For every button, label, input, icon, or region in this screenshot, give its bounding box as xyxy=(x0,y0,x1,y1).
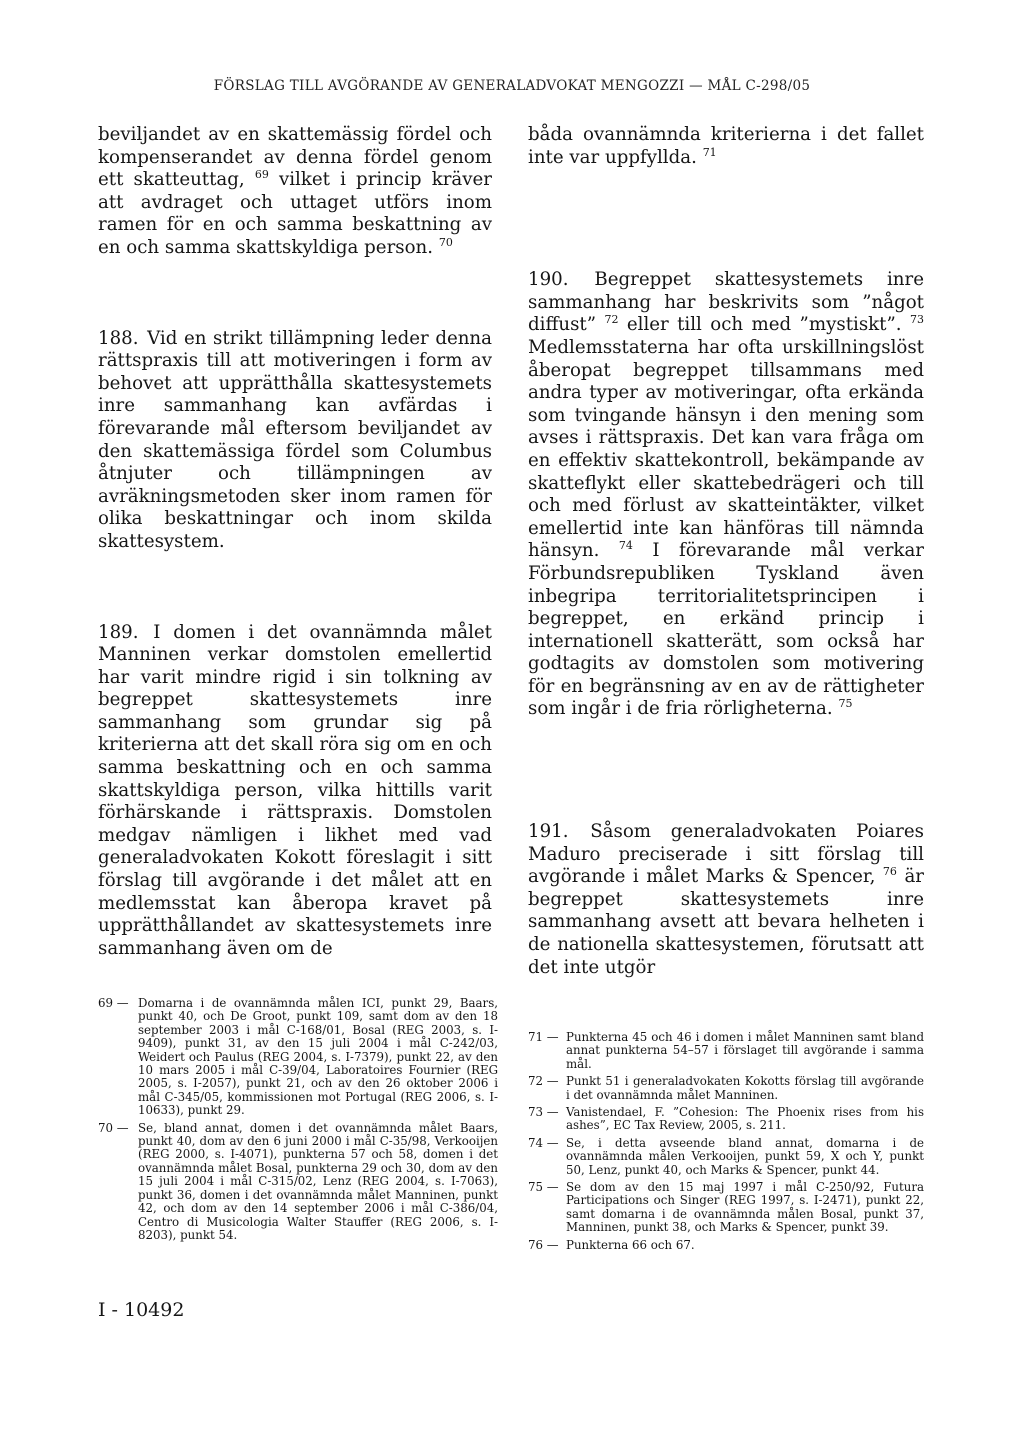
footnote-ref-75[interactable]: 75 xyxy=(838,697,853,711)
footnote-text: Vanistendael, F. ”Cohesion: The Phoenix rises from his ashes”, EC Tax Review, 2005, s. 211. xyxy=(566,1105,924,1133)
footnote-text: Domarna i de ovannämnda målen ICI, punkt 29, Baars, punkt 40, och De Groot, punkt 109, samt dom av den 18 september 2003 i mål C-168/01, Bosal (REG 2003, s. I-9409), punkt 31, av den 15 juli 2004 i mål C-242/03, Weidert och Paulus (REG 2004, s. I-7379), punkt 22, av den 10 mars 2005 i mål C-39/04, Laboratoires Fournier (REG 2005, s. I-2057), punkt 21, och av den 26 oktober 2006 i mål C-345/05, kommissionen mot Portugal (REG 2006, s. I-10633), punkt 29. xyxy=(138,996,498,1118)
footnote-74 xyxy=(528,1137,924,1177)
paragraph-number: 189. xyxy=(98,621,139,643)
footnote-70 xyxy=(98,1122,498,1243)
footnote-text: Se dom av den 15 maj 1997 i mål C-250/92, Futura Participations och Singer (REG 1997, s. I-2471), punkt 22, samt domarna i de ovannämnda målen Bosal, punkt 37, Manninen, punkt 38, och Marks & Spencer, punkt 39. xyxy=(566,1180,924,1235)
footnote-76 xyxy=(528,1239,924,1252)
footnote-number: 75 — xyxy=(528,1180,559,1195)
footnote-71 xyxy=(528,1031,924,1071)
para-text: I förevarande mål verkar Förbundsrepubliken Tyskland även inbegripa territorialitetsprincipen i begreppet, en erkänd princip i internationell skatterätt, som också har godtagits av domstolen som motivering för en begränsning av en av de rättigheter som ingår i de fria rörligheterna. xyxy=(528,540,924,720)
footnote-text: Se, i detta avseende bland annat, domarna i de ovannämnda målen Verkooijen, punkt 59, X och Y, punkt 50, Lenz, punkt 40, och Marks & Spencer, punkt 44. xyxy=(566,1135,924,1177)
footnotes-right xyxy=(528,1031,924,1256)
footnote-number: 74 — xyxy=(528,1135,559,1150)
footnote-ref-73[interactable]: 73 xyxy=(909,313,924,327)
para-text: Vid en strikt tillämpning leder denna rättspraxis till att motiveringen i form av behovet att upprätthålla skattesystemets inre sammanhang kan avfärdas i förevarande mål eftersom beviljandet av den skattemässiga fördel som Columbus åtnjuter och tillämpningen av avräkningsmetoden sker inom ramen för olika beskattningar och inom skilda skattesystem. xyxy=(98,327,492,552)
para-text: Begreppet skattesystemets inre sammanhang har beskrivits som ”något diffust” xyxy=(528,269,924,336)
paragraph-190 xyxy=(528,269,924,721)
paragraph-continued xyxy=(98,124,492,260)
paragraph-189 xyxy=(98,622,492,961)
para-text: Såsom generaladvokaten Poiares Maduro preciserade i sitt förslag till avgörande i målet Marks & Spencer, xyxy=(528,821,924,888)
para-text: I domen i det ovannämnda målet Manninen verkar domstolen emellertid har varit mindre rigid i sin tolkning av begreppet skattesystemets inre sammanhang som grundar sig på kriterierna att det skall röra sig om en och samma beskattning och en och samma skattskyldiga person, vilka hittills varit förhärskande i rättspraxis. Domstolen medgav nämligen i likhet med vad generaladvokaten Kokott föreslagit i sitt förslag till avgörande i det målet att en medlemsstat kan åberopa kravet på upprätthållandet av skattesystemets inre sammanhang även om de xyxy=(98,621,492,959)
paragraph-number: 190. xyxy=(528,269,569,291)
footnote-text: Punkterna 45 och 46 i domen i målet Manninen samt bland annat punkterna 54–57 i förslaget till avgörande i samma mål. xyxy=(566,1030,924,1071)
paragraph-188 xyxy=(98,328,492,554)
footnote-text: Punkterna 66 och 67. xyxy=(566,1237,695,1252)
footnote-ref-76[interactable]: 76 xyxy=(882,865,897,879)
footnote-number: 69 — xyxy=(98,996,129,1010)
para-text: Medlemsstaterna har ofta urskillningslöst åberopat begreppet tillsammans med andra typer av motiveringar, ofta erkända som tvingande hänsyn i den mening som avses i rättspraxis. Det kan vara fråga om en effektiv skattekontroll, bekämpande av skatteflykt eller skattebedrägeri och till och med förlust av skatteintäkter, vilket emellertid inte kan hänföras till nämnda hänsyn. xyxy=(528,336,924,562)
footnote-ref-69[interactable]: 69 xyxy=(254,168,269,182)
footnotes-left xyxy=(98,997,498,1246)
footnote-number: 71 — xyxy=(528,1030,559,1044)
footnote-text: Punkt 51 i generaladvokaten Kokotts förslag till avgörande i det ovannämnda målet Manninen. xyxy=(566,1074,924,1102)
paragraph-number: 188. xyxy=(98,327,139,349)
footnote-number: 73 — xyxy=(528,1105,559,1120)
footnote-72 xyxy=(528,1075,924,1102)
footnote-number: 76 — xyxy=(528,1237,559,1252)
paragraph-number: 191. xyxy=(528,821,569,843)
footnote-ref-71[interactable]: 71 xyxy=(702,145,717,159)
footnote-ref-74[interactable]: 74 xyxy=(618,539,633,553)
para-text: båda ovannämnda kriterierna i det fallet inte var uppfyllda. xyxy=(528,124,924,168)
footnote-text: Se, bland annat, domen i det ovannämnda målet Baars, punkt 40, dom av den 6 juni 2000 i mål C-35/98, Verkooijen (REG 2000, s. I-4071), punkterna 57 och 58, domen i det ovannämnda målet Bosal, punkterna 29 och 30, dom av den 15 juli 2004 i mål C-315/02, Lenz (REG 2004, s. I-7063), punkt 36, domen i det ovannämnda målet Manninen, punkt 42, och dom av den 14 september 2006 i mål C-386/04, Centro di Musicologia Walter Stauffer (REG 2006, s. I-8203), punkt 54. xyxy=(138,1120,498,1242)
para-text: vilket i princip kräver att avdraget och uttaget utförs inom ramen för en och samma beskattning av en och samma skattskyldiga person. xyxy=(98,169,492,258)
footnote-ref-72[interactable]: 72 xyxy=(604,313,619,327)
left-column xyxy=(98,124,492,960)
footnote-number: 72 — xyxy=(528,1074,559,1089)
footnote-ref-70[interactable]: 70 xyxy=(438,235,453,249)
paragraph-continued xyxy=(528,124,924,169)
para-text: är begreppet skattesystemets inre sammanhang avsett att bevara helheten i de nationella skattesystemen, förutsatt att det inte utgör xyxy=(528,866,924,978)
para-text: beviljandet av en skattemässig fördel och kompenserandet av denna fördel genom ett skatteuttag, xyxy=(98,124,492,191)
footnote-75 xyxy=(528,1181,924,1235)
para-text: eller till och med ”mystiskt”. xyxy=(626,314,902,336)
footnote-73 xyxy=(528,1106,924,1133)
paragraph-191 xyxy=(528,821,924,979)
footnote-69 xyxy=(98,997,498,1118)
footnote-number: 70 — xyxy=(98,1120,129,1135)
running-header: FÖRSLAG TILL AVGÖRANDE AV GENERALADVOKAT MENGOZZI — MÅL C-298/05 xyxy=(213,78,811,94)
page-number: I - 10492 xyxy=(98,1299,185,1321)
right-column xyxy=(528,124,924,979)
